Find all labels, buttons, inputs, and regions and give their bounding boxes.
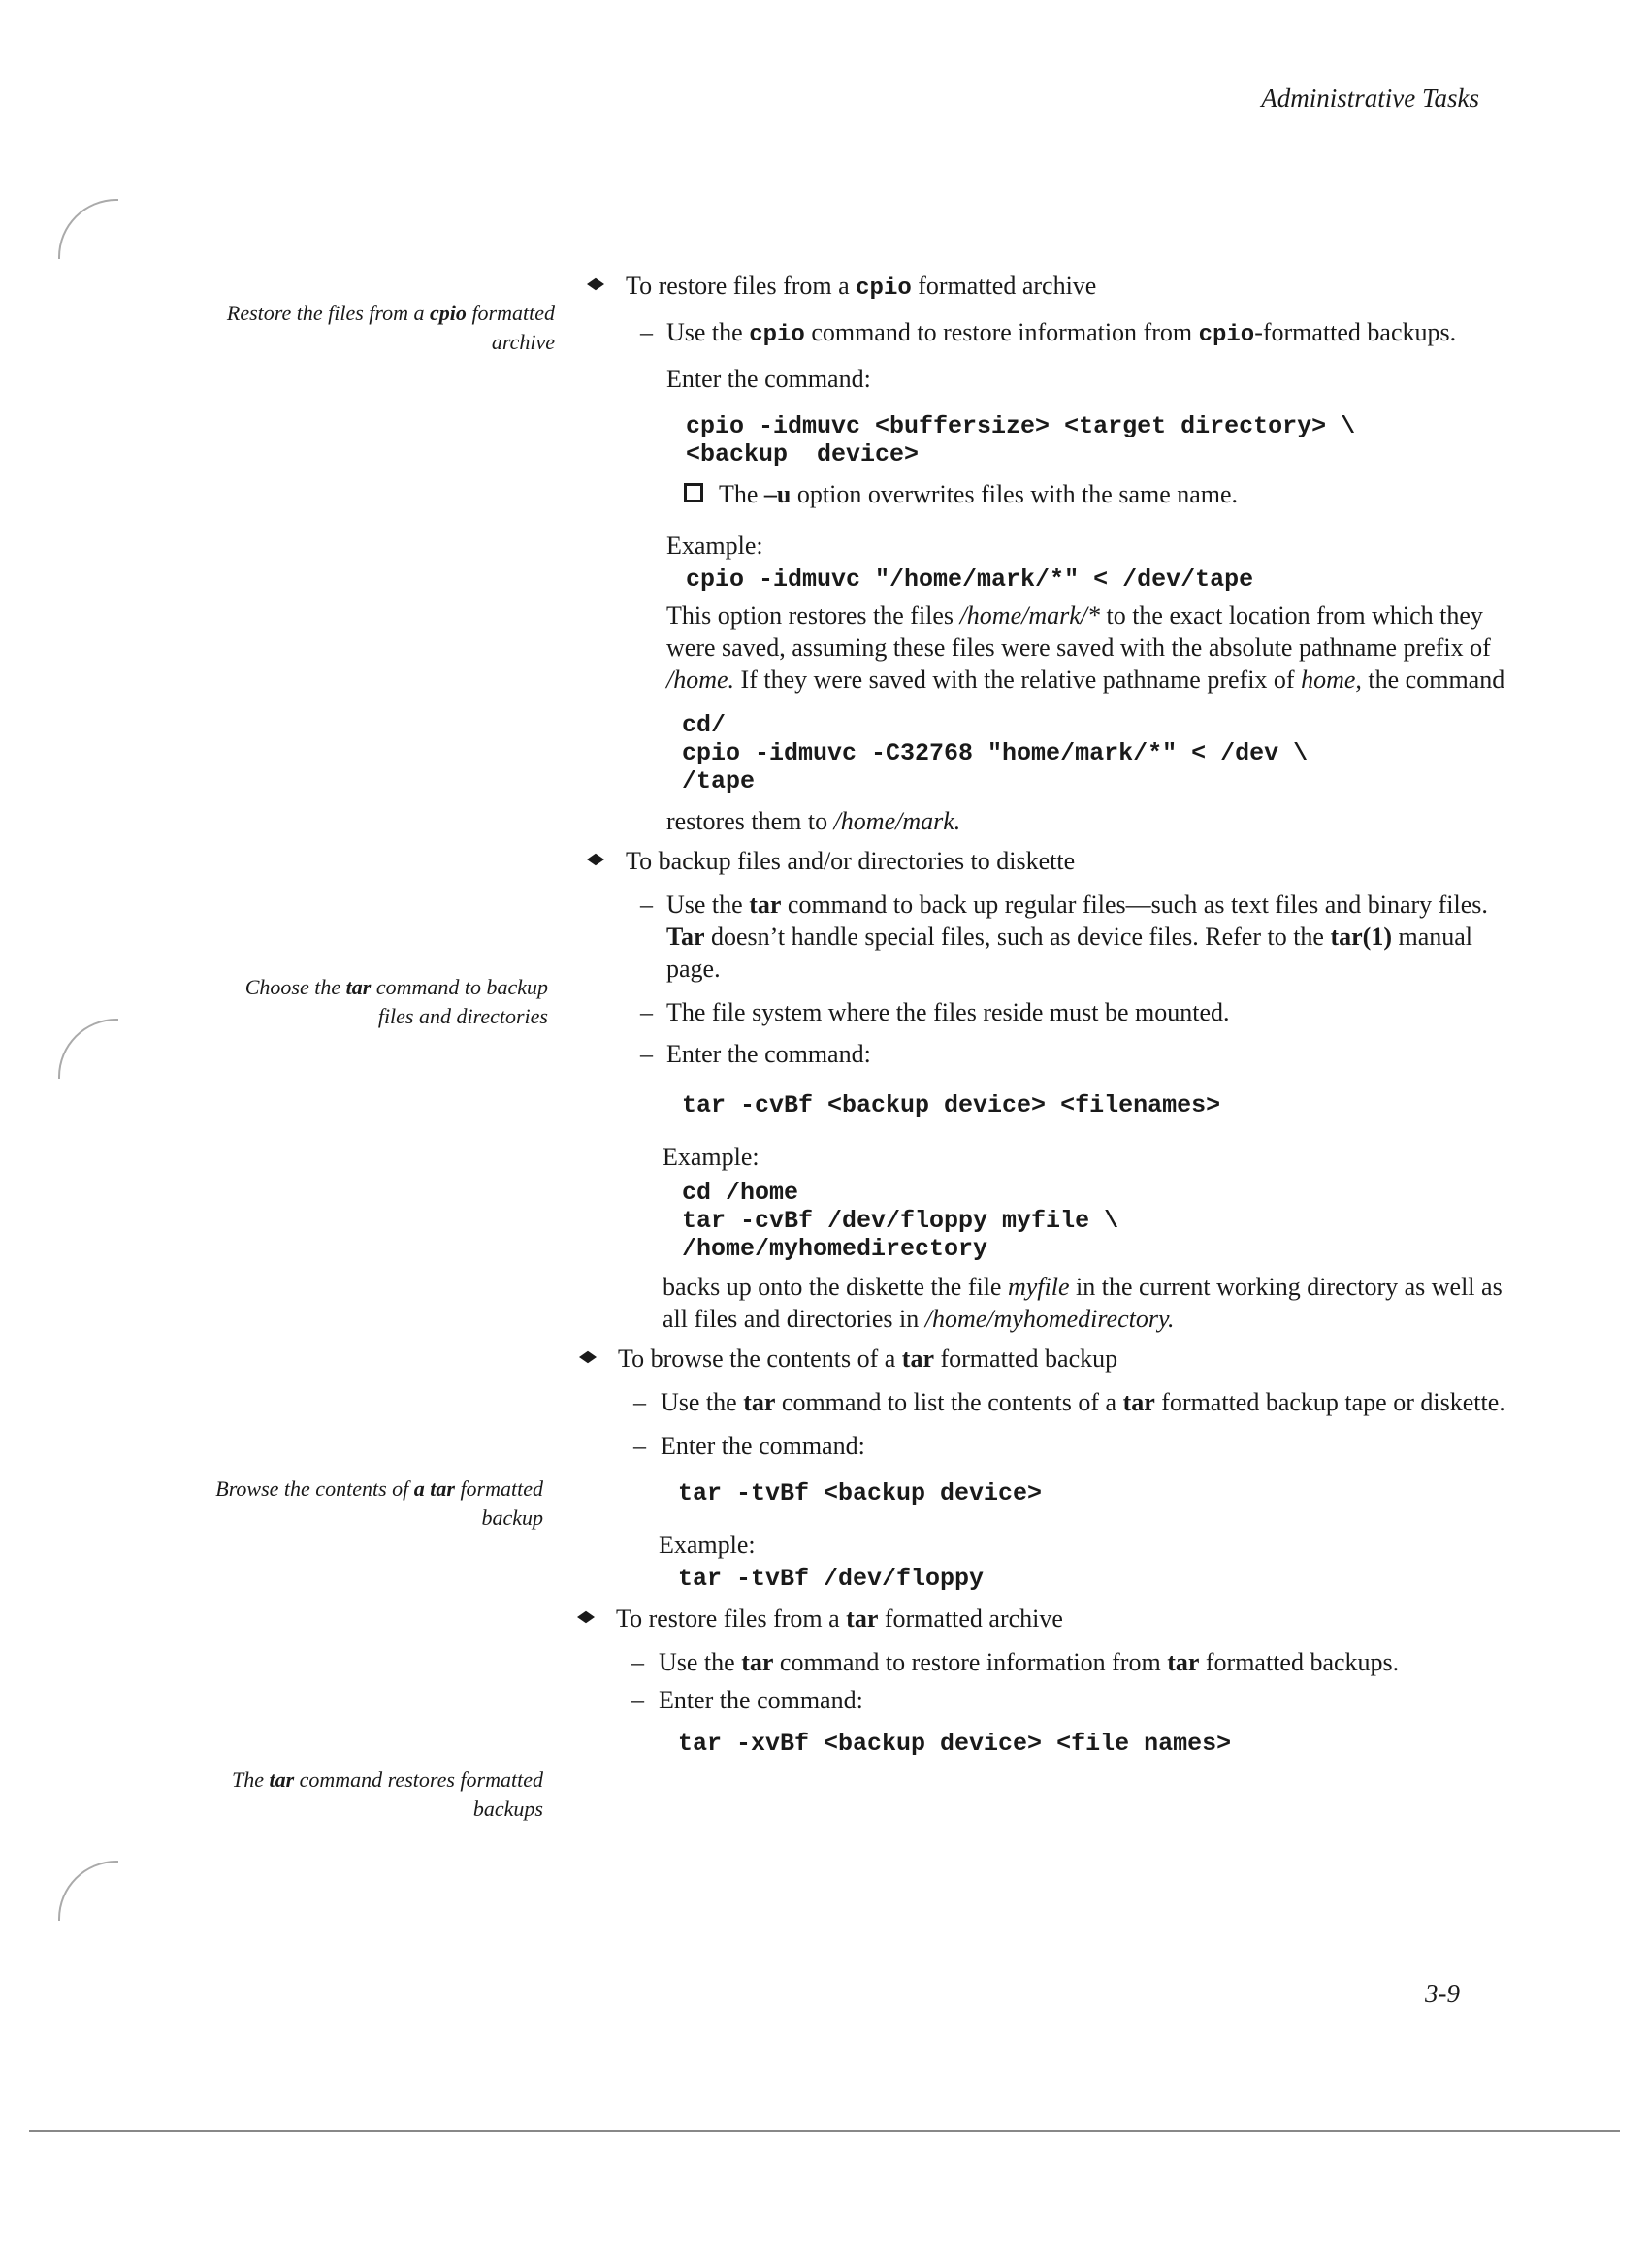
section-tar-backup: To backup files and/or directories to diskette: [577, 845, 1508, 877]
diamond-bullet-icon: [577, 1608, 595, 1626]
code-block: tar -xvBf <backup device> <file names>: [678, 1730, 1232, 1758]
scan-artifact: [58, 1861, 118, 1921]
example-label: Example:: [666, 532, 763, 560]
example-label: Example:: [659, 1531, 756, 1559]
tar-dash-item: – Enter the command:: [640, 1040, 871, 1068]
margin-note: Browse the contents of a tar formatted backup: [215, 1476, 543, 1530]
cpio-dash-item: – Use the cpio command to restore information from cpio-formatted backups.: [640, 318, 1457, 348]
tar-dash-item: – The file system where the files reside must be mounted.: [640, 998, 1230, 1026]
section-tar-restore: To restore files from a tar formatted archive: [567, 1603, 1508, 1635]
code-block: tar -cvBf <backup device> <filenames>: [682, 1091, 1221, 1119]
explanation-paragraph: This option restores the files /home/mark/* to the exact location from which they were saved, assuming these files were saved with the absolute pathname prefix of /home. If they were saved with the relative pathname prefix of home, the command: [666, 601, 1505, 694]
explanation-paragraph: backs up onto the diskette the file myfile in the current working directory as well as all files and directories in /home/myhomedirectory.: [663, 1273, 1503, 1333]
code-block: cpio -idmuvc "/home/mark/*" < /dev/tape: [686, 566, 1254, 594]
tar-restore-dash-item: – Use the tar command to restore information from tar formatted backups.: [631, 1648, 1400, 1676]
scan-artifact: [58, 199, 118, 259]
enter-command-label: Enter the command:: [666, 365, 871, 393]
main-content: [577, 270, 1508, 1758]
tar-browse-dash-item: – Enter the command:: [633, 1432, 865, 1460]
code-block: cpio -idmuvc <buffersize> <target directory> \ <backup device>: [686, 412, 1356, 469]
diamond-bullet-icon: [587, 275, 604, 293]
section-cpio-restore: To restore files from a cpio formatted archive: [577, 270, 1508, 305]
tar-browse-dash-item: – Use the tar command to list the contents of a tar formatted backup tape or diskette.: [633, 1388, 1505, 1416]
running-header: Administrative Tasks: [1261, 83, 1479, 113]
margin-note: Restore the files from a cpio formatted archive: [226, 301, 555, 354]
code-block: tar -tvBf <backup device>: [678, 1479, 1043, 1507]
page-number: 3-9: [1425, 1979, 1460, 2008]
example-label: Example:: [663, 1143, 760, 1171]
section-tar-browse: To browse the contents of a tar formatted backup: [569, 1343, 1508, 1375]
page-divider: [29, 2130, 1620, 2132]
tar-dash-item: – Use the tar command to back up regular files—such as text files and binary files. Tar doesn’t handle special files, such as device files. Refer to the tar(1) manual page.: [640, 891, 1488, 983]
margin-note: The tar command restores formatted backups: [231, 1767, 543, 1821]
diamond-bullet-icon: [587, 851, 604, 868]
diamond-bullet-icon: [579, 1348, 597, 1366]
code-block: cd/ cpio -idmuvc -C32768 "home/mark/*" < /dev \ /tape: [682, 711, 1309, 795]
margin-note: Choose the tar command to backup files and directories: [244, 975, 548, 1028]
option-note: The –u option overwrites files with the same name.: [577, 478, 1508, 510]
code-block: cd /home tar -cvBf /dev/floppy myfile \ /home/myhomedirectory: [682, 1179, 1119, 1263]
scan-artifact: [58, 1019, 118, 1079]
tar-restore-dash-item: – Enter the command:: [631, 1686, 863, 1714]
note-checkbox-icon: [684, 483, 703, 502]
code-block: tar -tvBf /dev/floppy: [678, 1565, 985, 1593]
restores-line: restores them to /home/mark.: [666, 807, 961, 835]
